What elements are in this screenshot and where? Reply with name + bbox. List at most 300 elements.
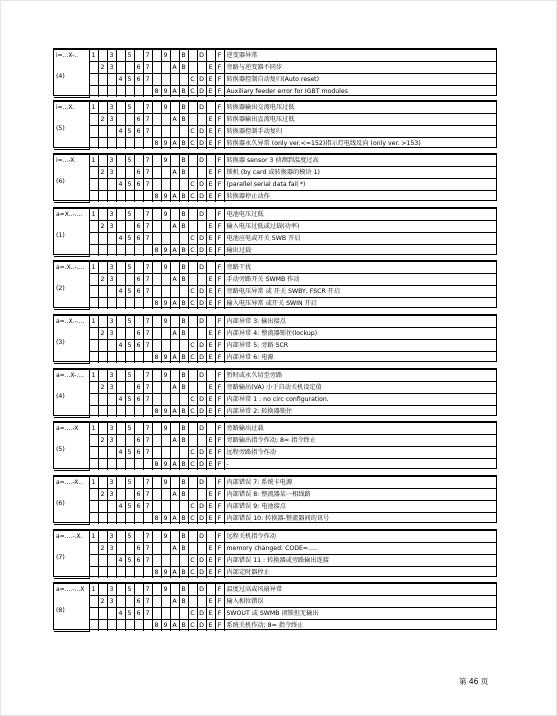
- hex-digit-cell: [152, 126, 161, 138]
- hex-digit-cell: [116, 352, 125, 364]
- table-row: [54, 138, 496, 150]
- description-cell: Auxiliary feeder error for IGBT modules: [224, 86, 496, 98]
- code-block: [53, 48, 497, 96]
- hex-digit-cell: [89, 608, 98, 620]
- hex-digit-cell: A: [170, 620, 179, 632]
- hex-digit-cell: [206, 423, 215, 435]
- hex-digit-cell: 6: [134, 114, 143, 126]
- hex-digit-cell: [161, 286, 170, 298]
- description-cell: -: [224, 459, 496, 471]
- table-row: [54, 596, 496, 608]
- description-cell: 转换器输出直流电压过低: [224, 114, 496, 126]
- hex-digit-cell: [197, 543, 206, 555]
- hex-digit-cell: [89, 245, 98, 257]
- hex-digit-cell: D: [197, 245, 206, 257]
- description-cell: 内部错误 8: 整流器某一相线路: [224, 489, 496, 501]
- hex-digit-cell: F: [215, 286, 224, 298]
- hex-digit-cell: [107, 191, 116, 203]
- table-row: [54, 328, 496, 340]
- hex-digit-cell: D: [197, 340, 206, 352]
- hex-digit-cell: [188, 167, 197, 179]
- hex-digit-cell: 7: [143, 555, 152, 567]
- hex-digit-cell: F: [215, 513, 224, 525]
- hex-digit-cell: E: [206, 274, 215, 286]
- description-cell: 内部定时器停止: [224, 567, 496, 579]
- hex-digit-cell: [98, 513, 107, 525]
- hex-digit-cell: [188, 596, 197, 608]
- hex-digit-cell: B: [179, 316, 188, 328]
- hex-digit-cell: [98, 501, 107, 513]
- hex-digit-cell: [125, 114, 134, 126]
- hex-digit-cell: [197, 596, 206, 608]
- hex-digit-cell: 7: [143, 179, 152, 191]
- hex-digit-cell: E: [206, 435, 215, 447]
- hex-digit-cell: 9: [161, 50, 170, 62]
- hex-digit-cell: E: [206, 126, 215, 138]
- hex-digit-cell: [125, 567, 134, 579]
- hex-digit-cell: [152, 274, 161, 286]
- hex-digit-cell: C: [188, 459, 197, 471]
- hex-digit-cell: [134, 352, 143, 364]
- code-table: [54, 369, 496, 418]
- hex-digit-cell: 6: [134, 340, 143, 352]
- description-cell: 转换器控制自动复归(Auto reset): [224, 74, 496, 86]
- hex-digit-cell: [161, 179, 170, 191]
- hex-digit-cell: D: [197, 394, 206, 406]
- hex-digit-cell: 6: [134, 74, 143, 86]
- hex-digit-cell: F: [215, 370, 224, 382]
- hex-digit-cell: [116, 316, 125, 328]
- hex-digit-cell: 1: [89, 423, 98, 435]
- hex-digit-cell: [125, 513, 134, 525]
- hex-digit-cell: B: [179, 584, 188, 596]
- hex-digit-cell: [188, 262, 197, 274]
- hex-digit-cell: B: [179, 155, 188, 167]
- hex-digit-cell: [152, 584, 161, 596]
- hex-digit-cell: [107, 179, 116, 191]
- hex-digit-cell: [89, 555, 98, 567]
- hex-digit-cell: A: [170, 298, 179, 310]
- hex-digit-cell: 6: [134, 62, 143, 74]
- hex-digit-cell: 2: [98, 543, 107, 555]
- hex-digit-cell: [116, 274, 125, 286]
- hex-digit-cell: [116, 209, 125, 221]
- hex-digit-cell: [179, 233, 188, 245]
- code-block: [53, 475, 497, 523]
- hex-digit-cell: [116, 531, 125, 543]
- hex-digit-cell: 2: [98, 435, 107, 447]
- hex-digit-cell: B: [179, 382, 188, 394]
- hex-digit-cell: [170, 394, 179, 406]
- hex-digit-cell: [134, 584, 143, 596]
- hex-digit-cell: [134, 209, 143, 221]
- hex-digit-cell: [125, 382, 134, 394]
- description-cell: 输入相位错误: [224, 596, 496, 608]
- hex-digit-cell: D: [197, 233, 206, 245]
- table-row: [54, 62, 496, 74]
- hex-digit-cell: [98, 138, 107, 150]
- hex-digit-cell: [89, 352, 98, 364]
- hex-digit-cell: B: [179, 406, 188, 418]
- table-row: [54, 126, 496, 138]
- hex-digit-cell: D: [197, 447, 206, 459]
- hex-digit-cell: [89, 596, 98, 608]
- hex-digit-cell: 2: [98, 167, 107, 179]
- hex-digit-cell: 7: [143, 447, 152, 459]
- hex-digit-cell: 6: [134, 126, 143, 138]
- hex-digit-cell: [197, 382, 206, 394]
- hex-digit-cell: [152, 102, 161, 114]
- hex-digit-cell: [152, 543, 161, 555]
- hex-digit-cell: [161, 435, 170, 447]
- hex-digit-cell: 5: [125, 179, 134, 191]
- hex-digit-cell: B: [179, 138, 188, 150]
- hex-digit-cell: [170, 555, 179, 567]
- code-pattern: i=...X-..: [56, 52, 79, 59]
- hex-digit-cell: 4: [116, 233, 125, 245]
- description-cell: 旁路输出过载: [224, 423, 496, 435]
- hex-digit-cell: [152, 489, 161, 501]
- code-table: [54, 49, 496, 98]
- hex-digit-cell: 1: [89, 209, 98, 221]
- hex-digit-cell: [116, 262, 125, 274]
- description-cell: 输出过载: [224, 245, 496, 257]
- code-pattern: a=...X-....: [56, 372, 85, 379]
- hex-digit-cell: C: [188, 608, 197, 620]
- hex-digit-cell: [152, 114, 161, 126]
- hex-digit-cell: 9: [161, 298, 170, 310]
- description-cell: 手动旁路开关 SWMB 作动: [224, 274, 496, 286]
- hex-digit-cell: C: [188, 567, 197, 579]
- hex-digit-cell: 3: [107, 50, 116, 62]
- hex-digit-cell: [161, 382, 170, 394]
- code-block: [53, 529, 497, 577]
- hex-digit-cell: 5: [125, 155, 134, 167]
- hex-digit-cell: [197, 489, 206, 501]
- hex-digit-cell: B: [179, 245, 188, 257]
- hex-digit-cell: [161, 555, 170, 567]
- hex-digit-cell: [197, 114, 206, 126]
- hex-digit-cell: F: [215, 245, 224, 257]
- hex-digit-cell: D: [197, 352, 206, 364]
- hex-digit-cell: 3: [107, 489, 116, 501]
- hex-digit-cell: D: [197, 501, 206, 513]
- hex-digit-cell: [116, 584, 125, 596]
- code-block: [53, 100, 497, 148]
- table-row: [54, 191, 496, 203]
- hex-digit-cell: 3: [107, 102, 116, 114]
- hex-digit-cell: [179, 447, 188, 459]
- hex-digit-cell: D: [197, 584, 206, 596]
- hex-digit-cell: 4: [116, 340, 125, 352]
- hex-digit-cell: D: [197, 209, 206, 221]
- hex-digit-cell: 6: [134, 233, 143, 245]
- hex-digit-cell: 3: [107, 221, 116, 233]
- hex-digit-cell: D: [197, 555, 206, 567]
- hex-digit-cell: [170, 531, 179, 543]
- hex-digit-cell: C: [188, 86, 197, 98]
- hex-digit-cell: [107, 620, 116, 632]
- hex-digit-cell: 1: [89, 370, 98, 382]
- hex-digit-cell: 8: [152, 298, 161, 310]
- hex-digit-cell: [89, 74, 98, 86]
- hex-digit-cell: [98, 74, 107, 86]
- hex-digit-cell: F: [215, 435, 224, 447]
- hex-digit-cell: [161, 126, 170, 138]
- hex-digit-cell: [89, 489, 98, 501]
- hex-digit-cell: [89, 138, 98, 150]
- hex-digit-cell: D: [197, 608, 206, 620]
- hex-digit-cell: [134, 138, 143, 150]
- description-cell: 电池电压过低: [224, 209, 496, 221]
- hex-digit-cell: [170, 423, 179, 435]
- hex-digit-cell: [188, 543, 197, 555]
- hex-digit-cell: 5: [125, 316, 134, 328]
- hex-digit-cell: [170, 370, 179, 382]
- hex-digit-cell: [188, 531, 197, 543]
- hex-digit-cell: 3: [107, 262, 116, 274]
- hex-digit-cell: [134, 298, 143, 310]
- code-pattern: i=...X.: [56, 104, 75, 111]
- hex-digit-cell: D: [197, 513, 206, 525]
- hex-digit-cell: [152, 596, 161, 608]
- hex-digit-cell: [188, 328, 197, 340]
- hex-digit-cell: [89, 394, 98, 406]
- hex-digit-cell: 9: [161, 262, 170, 274]
- hex-digit-cell: [170, 501, 179, 513]
- hex-digit-cell: [179, 608, 188, 620]
- hex-digit-cell: [188, 102, 197, 114]
- hex-digit-cell: [206, 102, 215, 114]
- hex-digit-cell: B: [179, 274, 188, 286]
- hex-digit-cell: 6: [134, 286, 143, 298]
- hex-digit-cell: [143, 352, 152, 364]
- hex-digit-cell: [125, 62, 134, 74]
- hex-digit-cell: 9: [161, 155, 170, 167]
- description-cell: 锁机 (by card 或转换器的模块 1): [224, 167, 496, 179]
- hex-digit-cell: D: [197, 477, 206, 489]
- hex-digit-cell: 1: [89, 155, 98, 167]
- hex-digit-cell: [98, 179, 107, 191]
- code-block: [53, 153, 497, 201]
- hex-digit-cell: [188, 316, 197, 328]
- hex-digit-cell: [125, 191, 134, 203]
- hex-digit-cell: A: [170, 138, 179, 150]
- hex-digit-cell: [89, 459, 98, 471]
- hex-digit-cell: F: [215, 340, 224, 352]
- table-row: [54, 501, 496, 513]
- hex-digit-cell: [152, 501, 161, 513]
- table-row: [54, 370, 496, 382]
- hex-digit-cell: [125, 245, 134, 257]
- table-row: [54, 340, 496, 352]
- hex-digit-cell: D: [197, 620, 206, 632]
- hex-digit-cell: [206, 316, 215, 328]
- hex-digit-cell: E: [206, 513, 215, 525]
- hex-digit-cell: [98, 286, 107, 298]
- hex-digit-cell: F: [215, 447, 224, 459]
- hex-digit-cell: [152, 435, 161, 447]
- hex-digit-cell: [98, 352, 107, 364]
- hex-digit-cell: [152, 531, 161, 543]
- hex-digit-cell: E: [206, 167, 215, 179]
- hex-digit-cell: [188, 209, 197, 221]
- code-table: [54, 261, 496, 310]
- page-number: 第 46 页: [459, 677, 489, 686]
- description-cell: 输入电压过低或过载(功率): [224, 221, 496, 233]
- hex-digit-cell: B: [179, 191, 188, 203]
- hex-digit-cell: [170, 262, 179, 274]
- hex-digit-cell: [152, 555, 161, 567]
- hex-digit-cell: [116, 406, 125, 418]
- code-label-cell: [54, 262, 89, 310]
- hex-digit-cell: B: [179, 209, 188, 221]
- hex-digit-cell: 7: [143, 608, 152, 620]
- hex-digit-cell: E: [206, 608, 215, 620]
- hex-digit-cell: 8: [152, 406, 161, 418]
- hex-digit-cell: C: [188, 340, 197, 352]
- hex-digit-cell: 5: [125, 286, 134, 298]
- hex-digit-cell: [89, 501, 98, 513]
- hex-digit-cell: 5: [125, 209, 134, 221]
- hex-digit-cell: 7: [143, 435, 152, 447]
- hex-digit-cell: 6: [134, 447, 143, 459]
- hex-digit-cell: A: [170, 489, 179, 501]
- hex-digit-cell: A: [170, 596, 179, 608]
- code-block: [53, 314, 497, 362]
- hex-digit-cell: [98, 555, 107, 567]
- hex-digit-cell: B: [179, 596, 188, 608]
- hex-digit-cell: [188, 370, 197, 382]
- hex-digit-cell: 9: [161, 620, 170, 632]
- hex-digit-cell: E: [206, 74, 215, 86]
- hex-digit-cell: F: [215, 620, 224, 632]
- hex-digit-cell: 6: [134, 394, 143, 406]
- table-row: [54, 584, 496, 596]
- hex-digit-cell: [179, 555, 188, 567]
- hex-digit-cell: 6: [134, 596, 143, 608]
- code-pattern: a=....-X..: [56, 479, 83, 486]
- hex-digit-cell: [98, 316, 107, 328]
- hex-digit-cell: 4: [116, 179, 125, 191]
- hex-digit-cell: [98, 209, 107, 221]
- hex-digit-cell: E: [206, 543, 215, 555]
- description-cell: 远程旁路指令作动: [224, 447, 496, 459]
- code-table: [54, 583, 496, 632]
- hex-digit-cell: [170, 155, 179, 167]
- hex-digit-cell: [143, 459, 152, 471]
- hex-digit-cell: 7: [143, 328, 152, 340]
- description-cell: 旁路电压异常 或 开关 SWBY, FSCR 开启: [224, 286, 496, 298]
- code-table: [54, 315, 496, 364]
- hex-digit-cell: 2: [98, 62, 107, 74]
- hex-digit-cell: 4: [116, 447, 125, 459]
- hex-digit-cell: [134, 102, 143, 114]
- hex-digit-cell: B: [179, 567, 188, 579]
- hex-digit-cell: E: [206, 86, 215, 98]
- hex-digit-cell: E: [206, 233, 215, 245]
- code-table: [54, 530, 496, 579]
- hex-digit-cell: 7: [143, 531, 152, 543]
- table-row: [54, 274, 496, 286]
- code-pattern: i=...-X: [56, 157, 75, 164]
- hex-digit-cell: [98, 531, 107, 543]
- hex-digit-cell: B: [179, 370, 188, 382]
- hex-digit-cell: E: [206, 191, 215, 203]
- hex-digit-cell: A: [170, 459, 179, 471]
- hex-digit-cell: [116, 382, 125, 394]
- hex-digit-cell: D: [197, 191, 206, 203]
- hex-digit-cell: [206, 584, 215, 596]
- hex-digit-cell: F: [215, 555, 224, 567]
- hex-digit-cell: [89, 274, 98, 286]
- hex-digit-cell: C: [188, 245, 197, 257]
- hex-digit-cell: 7: [143, 316, 152, 328]
- description-cell: 旁路干扰: [224, 262, 496, 274]
- hex-digit-cell: D: [197, 423, 206, 435]
- hex-digit-cell: A: [170, 382, 179, 394]
- hex-digit-cell: [107, 286, 116, 298]
- hex-digit-cell: D: [197, 126, 206, 138]
- hex-digit-cell: [188, 435, 197, 447]
- hex-digit-cell: [98, 50, 107, 62]
- hex-digit-cell: 7: [143, 209, 152, 221]
- hex-digit-cell: [179, 501, 188, 513]
- hex-digit-cell: 6: [134, 501, 143, 513]
- hex-digit-cell: 6: [134, 274, 143, 286]
- hex-digit-cell: 3: [107, 114, 116, 126]
- hex-digit-cell: B: [179, 423, 188, 435]
- hex-digit-cell: 5: [125, 50, 134, 62]
- hex-digit-cell: E: [206, 352, 215, 364]
- description-cell: 逆变器异常: [224, 50, 496, 62]
- hex-digit-cell: [107, 608, 116, 620]
- hex-digit-cell: [161, 543, 170, 555]
- hex-digit-cell: 9: [161, 245, 170, 257]
- hex-digit-cell: 1: [89, 262, 98, 274]
- hex-digit-cell: 5: [125, 531, 134, 543]
- hex-digit-cell: F: [215, 102, 224, 114]
- hex-digit-cell: [170, 102, 179, 114]
- hex-digit-cell: [98, 447, 107, 459]
- group-number: (4): [56, 73, 65, 80]
- hex-digit-cell: [107, 567, 116, 579]
- code-block: [53, 207, 497, 255]
- hex-digit-cell: 9: [161, 584, 170, 596]
- hex-digit-cell: E: [206, 286, 215, 298]
- hex-digit-cell: [188, 382, 197, 394]
- hex-digit-cell: [98, 477, 107, 489]
- hex-digit-cell: D: [197, 286, 206, 298]
- hex-digit-cell: B: [179, 620, 188, 632]
- hex-digit-cell: [125, 138, 134, 150]
- description-cell: SWOUT 或 SWMB 闭锁但无输出: [224, 608, 496, 620]
- hex-digit-cell: 3: [107, 62, 116, 74]
- hex-digit-cell: [170, 209, 179, 221]
- hex-digit-cell: C: [188, 138, 197, 150]
- hex-digit-cell: [116, 245, 125, 257]
- code-table: [54, 476, 496, 525]
- hex-digit-cell: [125, 459, 134, 471]
- hex-digit-cell: 9: [161, 477, 170, 489]
- code-label-cell: [54, 370, 89, 418]
- hex-digit-cell: E: [206, 394, 215, 406]
- hex-digit-cell: A: [170, 543, 179, 555]
- table-row: [54, 447, 496, 459]
- code-table: [54, 422, 496, 471]
- hex-digit-cell: 9: [161, 138, 170, 150]
- hex-digit-cell: D: [197, 86, 206, 98]
